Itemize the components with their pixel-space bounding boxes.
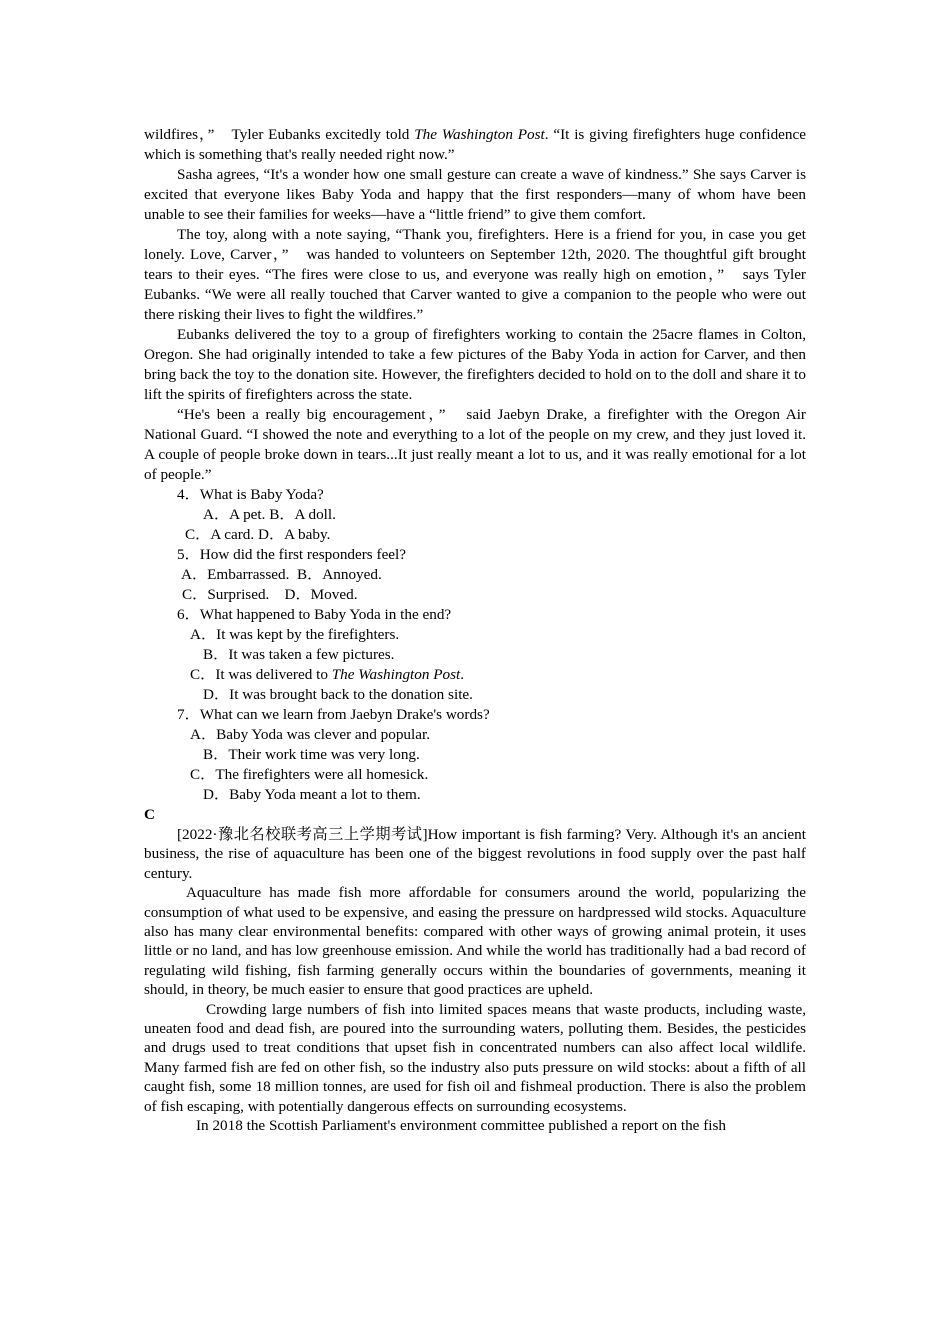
question-6-option-c bbox=[144, 665, 806, 685]
section-c-paragraph-2: Aquaculture has made fish more affordable for consumers around the world, popularizing the consumption of what used to be expensive, and easing the pressure on hardpressed wild stocks. Aquaculture also has many clear environmental benefits: compared with other ways of growing animal protein, it uses little or no land, and has low greenhouse emission. And while the world has traditionally had a bad record of regulating wild fishing, fish farming generally occurs within the boundaries of governments, meaning it should, in theory, be much easier to ensure that good practices are upheld. bbox=[144, 884, 806, 999]
question-6-option-d: D．It was brought back to the donation site. bbox=[203, 686, 473, 703]
question-7-option-b: B．Their work time was very long. bbox=[203, 746, 420, 763]
option-text: . bbox=[460, 666, 465, 683]
passage-b-paragraph-4: Eubanks delivered the toy to a group of firefighters working to contain the 25acre flames in Colton, Oregon. She had originally intended to take a few pictures of the Baby Yoda in action for Carver, and then bring back the toy to the donation site. However, the firefighters decided to hold on to the doll and share it to lift the spirits of firefighters across the state. bbox=[144, 326, 806, 403]
question-4-options-cd: C．A card. D．A baby. bbox=[185, 526, 331, 543]
section-c-paragraph-4: In 2018 the Scottish Parliament's environment committee published a report on the fish bbox=[196, 1117, 726, 1135]
question-4-stem: 4．What is Baby Yoda? bbox=[177, 486, 324, 503]
question-5-options-ab: A．Embarrassed. B．Annoyed. bbox=[181, 566, 382, 583]
question-7-stem: 7．What can we learn from Jaebyn Drake's words? bbox=[177, 706, 490, 723]
section-c-paragraph-1: [2022·豫北名校联考高三上学期考试]How important is fish farming? Very. Although it's an ancient business, the rise of aquaculture has been one of the biggest revolutions in food supply over the past half century. bbox=[144, 826, 806, 882]
question-6-stem: 6．What happened to Baby Yoda in the end? bbox=[177, 606, 452, 623]
section-c-paragraph-3: Crowding large numbers of fish into limited spaces means that waste products, including waste, uneaten food and dead fish, are poured into the surrounding waters, polluting them. Besides, the pesticides and drugs used to treat conditions that upset fish in concentrated numbers can also affect local wildlife. Many farmed fish are fed on other fish, so the industry also puts pressure on wild stocks: about a fifth of all caught fish, some 18 million tonnes, are used for fish oil and fishmeal production. There is also the problem of fish escaping, with potentially dangerous effects on surrounding ecosystems. bbox=[144, 1000, 806, 1115]
document-page bbox=[144, 125, 806, 1136]
question-5-options-cd: C．Surprised. D．Moved. bbox=[182, 586, 358, 603]
newspaper-title: The Washington Post bbox=[414, 126, 545, 143]
section-c-heading: C bbox=[144, 806, 155, 823]
question-5-stem: 5．How did the first responders feel? bbox=[177, 546, 407, 563]
question-7-option-c: C．The firefighters were all homesick. bbox=[190, 766, 429, 783]
question-6-option-b: B．It was taken a few pictures. bbox=[203, 646, 395, 663]
question-7-option-d: D．Baby Yoda meant a lot to them. bbox=[203, 786, 421, 803]
passage-b-paragraph-2: Sasha agrees, “It's a wonder how one small gesture can create a wave of kindness.” She says Carver is excited that everyone likes Baby Yoda and happy that the first responders—many of whom have been unable to see their families for weeks—have a “little friend” to give them comfort. bbox=[144, 166, 806, 223]
option-text: C．It was delivered to bbox=[190, 666, 332, 683]
question-6-option-a: A．It was kept by the firefighters. bbox=[190, 626, 400, 643]
question-7-option-a: A．Baby Yoda was clever and popular. bbox=[190, 726, 431, 743]
paragraph-text: wildfires，” Tyler Eubanks excitedly told bbox=[144, 126, 415, 143]
passage-b-paragraph-3: The toy, along with a note saying, “Thank you, firefighters. Here is a friend for you, in case you get lonely. Love, Carver，” was handed to volunteers on September 12th, 2020. The thoughtful gift brought tears to their eyes. “The fires were close to us, and everyone was really high on emotion，” says Tyler Eubanks. “We were all really touched that Carver wanted to give a companion to the people who were out there risking their lives to fight the wildfires.” bbox=[144, 226, 806, 323]
paragraph-text: . “It is giving firefighters huge confidence which is something that's really needed right now.” bbox=[144, 126, 806, 163]
passage-b-paragraph-5: “He's been a really big encouragement，” said Jaebyn Drake, a firefighter with the Oregon Air National Guard. “I showed the note and everything to a lot of the people on my crew, and they just loved it. A couple of people broke down in tears...It just really meant a lot to us, and it was really emotional for a lot of people.” bbox=[144, 406, 806, 483]
passage-b-paragraph-1 bbox=[144, 125, 806, 165]
question-4-options-ab: A．A pet. B．A doll. bbox=[203, 506, 336, 523]
newspaper-title: The Washington Post bbox=[331, 666, 461, 683]
